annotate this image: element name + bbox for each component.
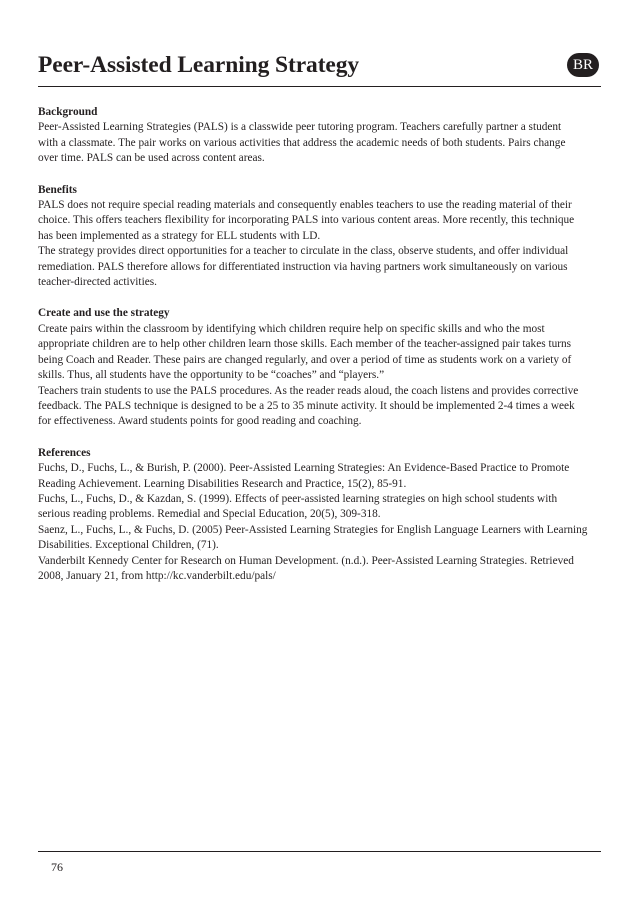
body-line: appropriate children are to help other children learn those skills. Each member of the teacher-assigned pair takes turns [38, 338, 572, 351]
section-heading: Background [38, 106, 98, 118]
section-heading: Create and use the strategy [38, 307, 170, 320]
reference-line: Fuchs, D., Fuchs, L., & Burish, P. (2000). Peer-Assisted Learning Strategies: An Evidence-Based Practice to Promote [38, 462, 570, 475]
section-heading: Benefits [38, 183, 77, 196]
section-create-and-use [38, 306, 604, 429]
body-line: skills. Thus, all students have the opportunity to be “coaches” and “players.” [38, 369, 385, 382]
reference-line: 2008, January 21, from http://kc.vanderbilt.edu/pals/ [38, 569, 276, 582]
body-line: for effectiveness. Award students points for good reading and coaching. [38, 415, 362, 428]
reference-line: Vanderbilt Kennedy Center for Research on Human Development. (n.d.). Peer-Assisted Learning Strategies. Retrieved [38, 554, 574, 567]
body-line: over time. PALS can be used across content areas. [38, 152, 265, 165]
body-line: Teachers train students to use the PALS procedures. As the reader reads aloud, the coach listens and provides corrective [38, 384, 579, 397]
section-benefits [38, 183, 604, 291]
section-heading: References [38, 446, 91, 459]
header-rule [38, 86, 601, 87]
reference-line: Fuchs, L., Fuchs, D., & Kazdan, S. (1999). Effects of peer-assisted learning strategies on high school students with [38, 492, 558, 505]
body-line: choice. This offers teachers flexibility for incorporating PALS into various content areas. More recently, this technique [38, 214, 575, 227]
reference-line: Saenz, L., Fuchs, L., & Fuchs, D. (2005) Peer-Assisted Learning Strategies for English Language Learners with Learning [38, 523, 588, 536]
section-references [38, 446, 604, 585]
body-line: has been implemented as a strategy for ELL students with LD. [38, 229, 321, 242]
page-header [38, 50, 601, 86]
page-title: Peer-Assisted Learning Strategy [38, 52, 360, 78]
body-line: remediation. PALS therefore allows for differentiated instruction via having partners work simultaneously on various [38, 260, 568, 273]
reference-line: serious reading problems. Remedial and Special Education, 20(5), 309-318. [38, 508, 381, 521]
footer-rule [38, 851, 601, 852]
section-badge: BR [567, 53, 599, 77]
body-line: being Coach and Reader. These pairs are changed regularly, and over a period of time as students work on a variety of [38, 353, 572, 366]
body-line: with a classmate. The pair works on various activities that address the academic needs of both students. Pairs change [38, 136, 566, 149]
body-line: feedback. The PALS technique is designed to be a 25 to 35 minute activity. It should be implemented 2-4 times a week [38, 399, 575, 412]
body-line: Peer-Assisted Learning Strategies (PALS) is a classwide peer tutoring program. Teachers carefully partner a student [38, 121, 562, 134]
reference-line: Disabilities. Exceptional Children, (71). [38, 539, 219, 552]
body-line: Create pairs within the classroom by identifying which children require help on specific skills and who the most [38, 322, 545, 335]
body-line: teacher-directed activities. [38, 276, 157, 289]
reference-line: Reading Achievement. Learning Disabilities Research and Practice, 15(2), 85-91. [38, 477, 407, 490]
body-line: PALS does not require special reading materials and consequently enables teachers to use the reading material of their [38, 199, 572, 212]
document-body [38, 105, 604, 600]
section-background [38, 105, 604, 167]
body-line: The strategy provides direct opportunities for a teacher to circulate in the class, observe students, and offer individual [38, 245, 569, 258]
page-number: 76 [51, 860, 63, 874]
